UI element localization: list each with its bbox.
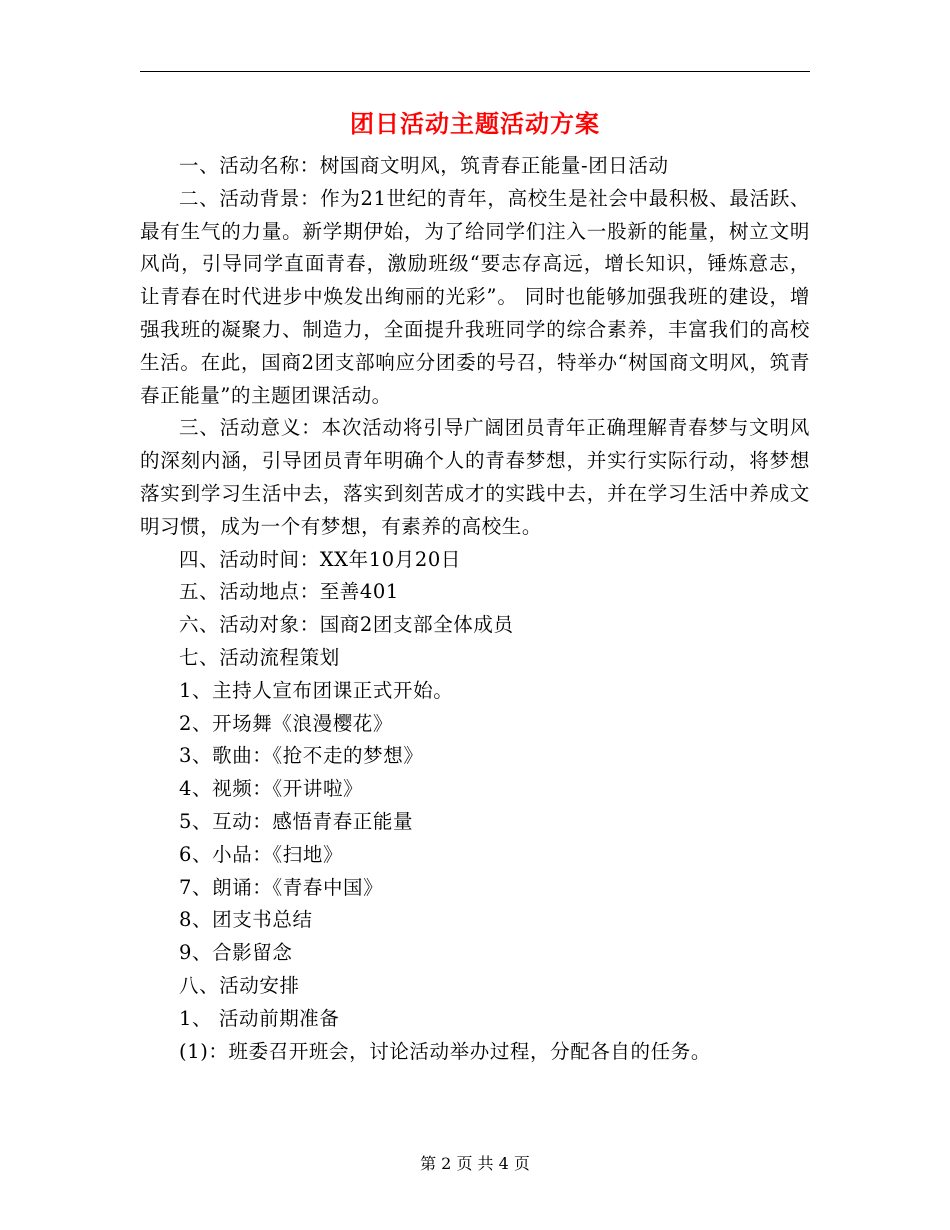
document-body: [140, 150, 810, 1068]
document-title: 团日活动主题活动方案: [350, 109, 600, 138]
paragraph-flow-heading: 七、活动流程策划: [179, 645, 340, 669]
paragraph-time: 四、活动时间：XX年10月20日: [179, 547, 461, 571]
paragraph-preparation-heading: 1、 活动前期准备: [179, 1006, 340, 1030]
paragraph-location: 五、活动地点：至善401: [179, 580, 399, 604]
list-item: 9、合影留念: [179, 941, 293, 965]
list-item: 8、团支书总结: [179, 908, 313, 932]
list-item: 5、互动：感悟青春正能量: [179, 809, 414, 833]
paragraph-significance: 三、活动意义：本次活动将引导广阔团员青年正确理解青春梦与文明风的深刻内涵，引导团员青年明确个人的青春梦想，并实行实际行动，将梦想落实到学习生活中去，落实到刻苦成才的实践中去，并在学习生活中养成文明习惯，成为一个有梦想，有素养的高校生。: [140, 416, 810, 538]
list-item: 4、视频：《开讲啦》: [179, 777, 364, 801]
paragraph-preparation-item: (1)：班委召开班会，讨论活动举办过程，分配各自的任务。: [179, 1039, 711, 1063]
paragraph-background: 二、活动背景：作为21世纪的青年，高校生是社会中最积极、最活跃、最有生气的力量。新学期伊始，为了给同学们注入一股新的能量，树立文明风尚，引导同学直面青春，激励班级“要志存高远，增长知识，锤炼意志，让青春在时代进步中焕发出绚丽的光彩”。 同时也能够加强我班的建设，增强我班的凝聚力、制造力，全面提升我班同学的综合素养，丰富我们的高校生活。在此，国商2团支部响应分团委的号召，特举办“树国商文明风，筑青春正能量”的主题团课活动。: [140, 186, 810, 407]
page-number-footer: 第 2 页 共 4 页: [420, 1154, 530, 1173]
list-item: 2、开场舞《浪漫樱花》: [179, 711, 394, 735]
header-rule: [140, 71, 810, 72]
list-item: 7、朗诵：《青春中国》: [179, 875, 384, 899]
paragraph-activity-name: 一、活动名称：树国商文明风，筑青春正能量-团日活动: [179, 154, 669, 177]
paragraph-participants: 六、活动对象：国商2团支部全体成员: [179, 613, 514, 637]
paragraph-arrangement-heading: 八、活动安排: [179, 973, 300, 997]
list-item: 3、歌曲：《抢不走的梦想》: [179, 744, 424, 768]
list-item: 1、主持人宣布团课正式开始。: [179, 678, 454, 702]
list-item: 6、小品：《扫地》: [179, 842, 344, 866]
